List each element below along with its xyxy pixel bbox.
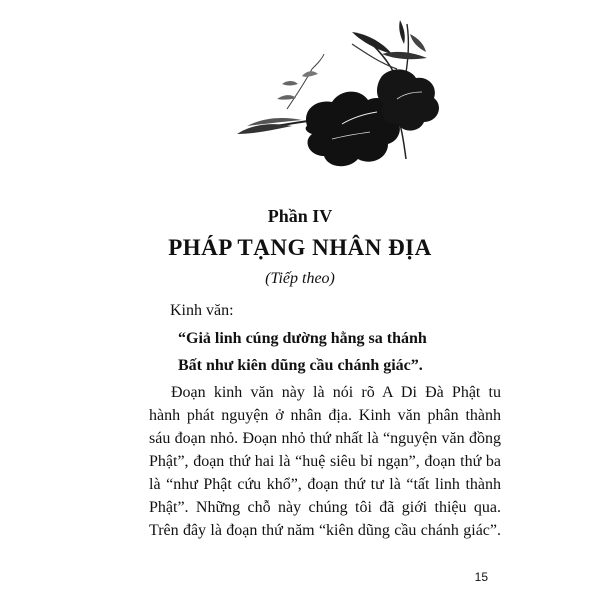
part-title: Phần IV — [267, 206, 333, 226]
ink-flower-illustration — [232, 14, 462, 174]
chapter-subtitle: (Tiếp theo) — [265, 270, 335, 287]
scripture-verse-line-2: Bất như kiên dũng cầu chánh giác”. — [178, 357, 423, 374]
paragraph-line: là “như Phật cứu khổ”, đoạn thứ tư là “tất linh thành — [149, 476, 501, 493]
paragraph-line: Phật”. Những chỗ này chúng tôi đã giới thiệu qua. — [149, 499, 501, 516]
scripture-label: Kinh văn: — [170, 302, 234, 319]
paragraph-line: hành phát nguyện ở nhân địa. Kinh văn phân thành — [149, 407, 501, 424]
scripture-verse-line-1: “Giả linh cúng dường hằng sa thánh — [178, 330, 427, 347]
paragraph-line: Đoạn kinh văn này là nói rõ A Di Đà Phật tu — [171, 384, 501, 401]
page-number: 15 — [474, 570, 488, 584]
paragraph-line: Phật”, đoạn thứ hai là “huệ siêu bỉ ngạn”, đoạn thứ ba — [149, 453, 501, 470]
body-paragraph — [149, 381, 501, 542]
paragraph-line: Trên đây là đoạn thứ năm “kiên dũng cầu chánh giác”. — [149, 522, 501, 539]
paragraph-line: sáu đoạn nhỏ. Đoạn nhỏ thứ nhất là “nguyện văn đồng — [149, 430, 501, 447]
chapter-title: PHÁP TẠNG NHÂN ĐỊA — [168, 235, 432, 260]
